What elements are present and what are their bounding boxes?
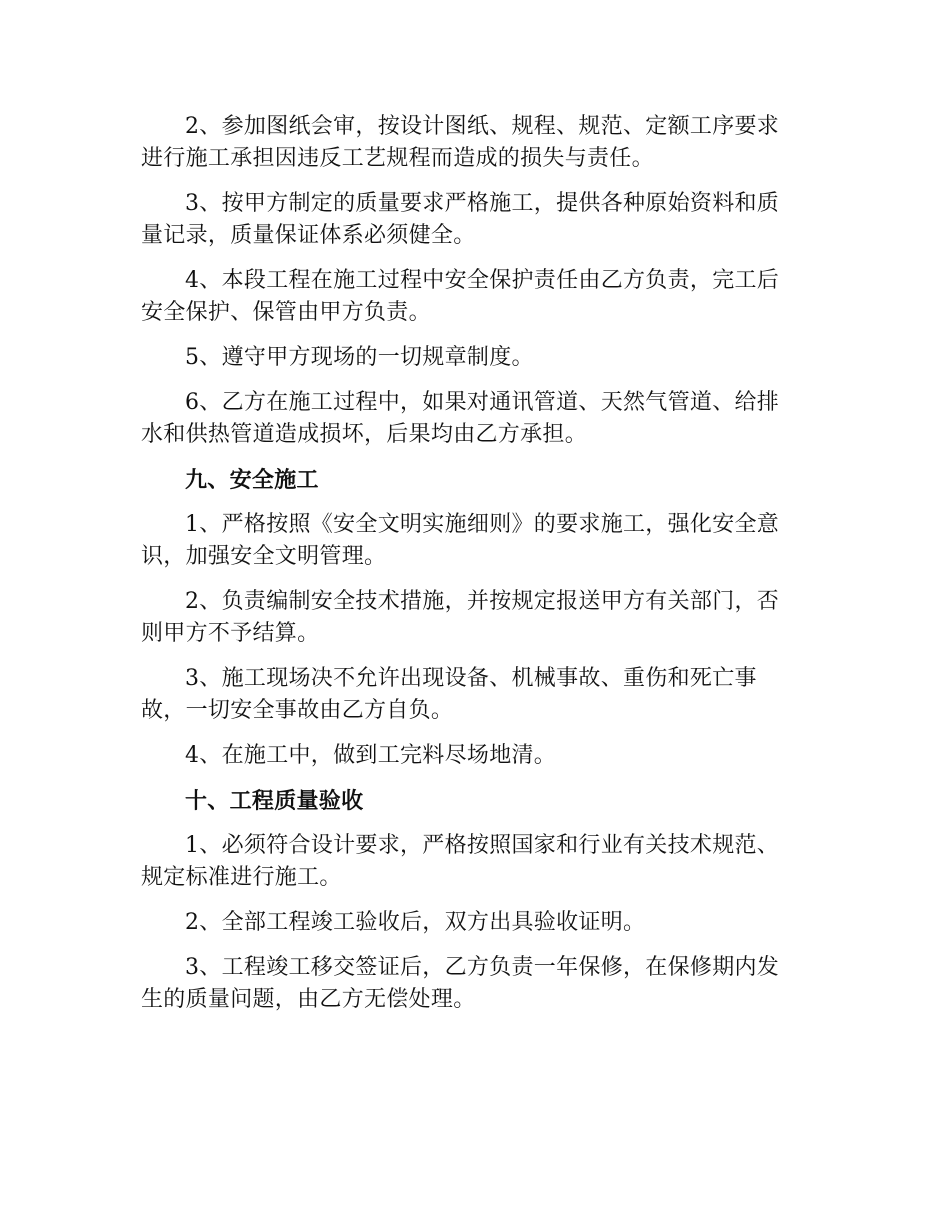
clause-8-3: 3、按甲方制定的质量要求严格施工，提供各种原始资料和质量记录，质量保证体系必须健全。: [141, 191, 780, 248]
clause-9-3: 3、施工现场决不允许出现设备、机械事故、重伤和死亡事故，一切安全事故由乙方自负。: [141, 666, 757, 723]
clause-8-6: 6、乙方在施工过程中，如果对通讯管道、天然气管道、给排水和供热管道造成损坏，后果均由乙方承担。: [141, 390, 780, 447]
clause-10-2: 2、全部工程竣工验收后，双方出具验收证明。: [185, 910, 646, 935]
document-body: [141, 111, 801, 1029]
clause-9-2: 2、负责编制安全技术措施，并按规定报送甲方有关部门，否则甲方不予结算。: [141, 589, 780, 646]
clause-8-4: 4、本段工程在施工过程中安全保护责任由乙方负责，完工后安全保护、保管由甲方负责。: [141, 268, 780, 325]
clause-8-5: 5、遵守甲方现场的一切规章制度。: [185, 345, 534, 370]
clause-9-1: 1、严格按照《安全文明实施细则》的要求施工，强化安全意识，加强安全文明管理。: [141, 512, 780, 569]
section-heading-safety: 九、安全施工: [185, 467, 319, 493]
clause-10-1: 1、必须符合设计要求，严格按照国家和行业有关技术规范、规定标准进行施工。: [141, 833, 780, 890]
clause-9-4: 4、在施工中，做到工完料尽场地清。: [185, 743, 557, 768]
clause-10-3: 3、工程竣工移交签证后，乙方负责一年保修，在保修期内发生的质量问题，由乙方无偿处理。: [141, 955, 780, 1012]
section-heading-acceptance: 十、工程质量验收: [185, 788, 364, 814]
clause-8-2: 2、参加图纸会审，按设计图纸、规程、规范、定额工序要求进行施工承担因违反工艺规程而造成的损失与责任。: [141, 114, 780, 171]
